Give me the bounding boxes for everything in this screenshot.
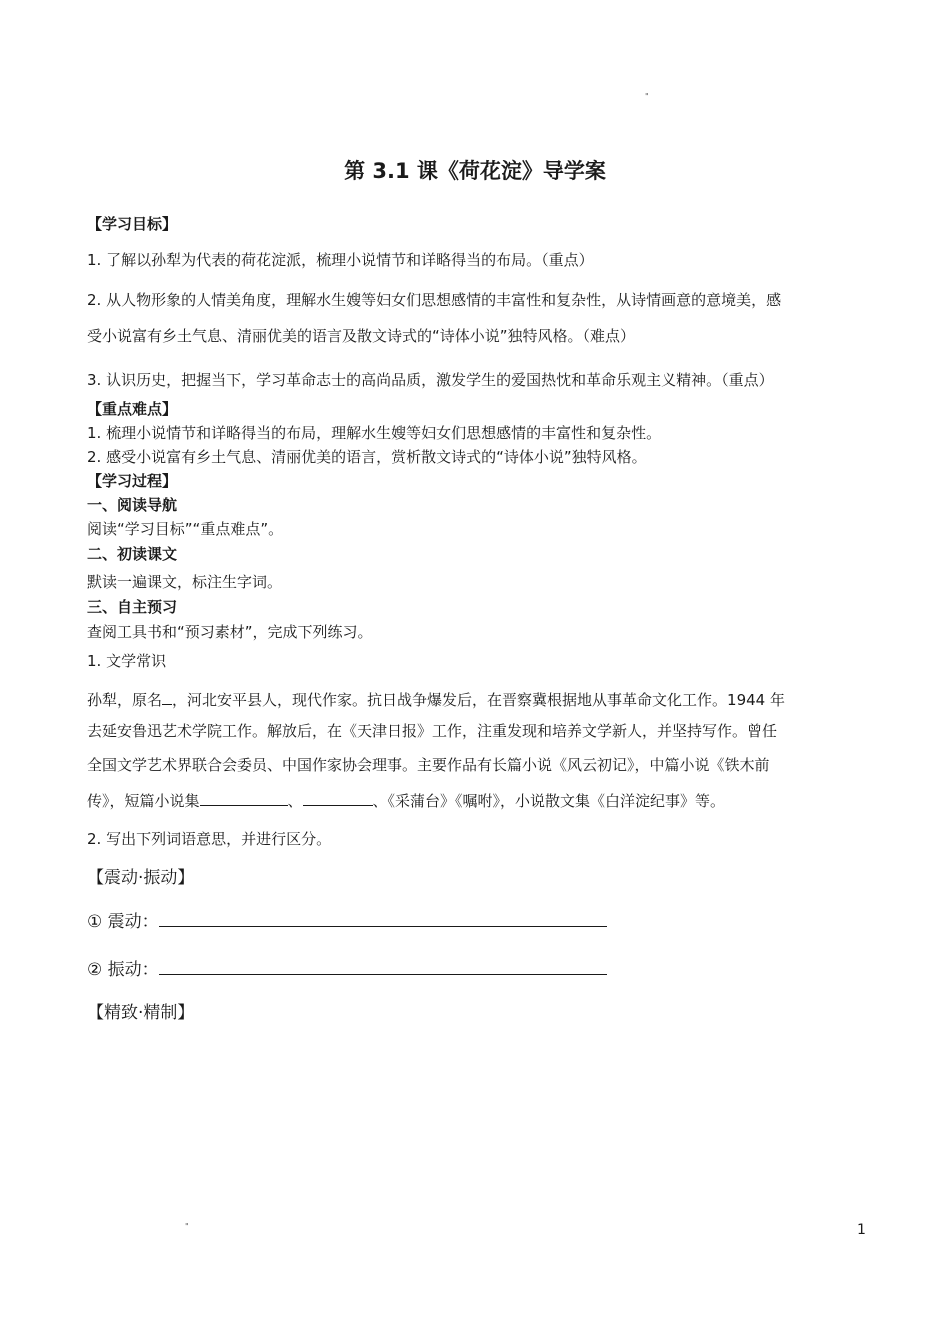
section-2-text: 默读一遍课文，标注生字词。 (87, 573, 283, 591)
objective-item-3: 3. 认识历史，把握当下，学习革命志士的高尚品质，激发学生的爱国热忱和革命乐观主义精神。（重点） (87, 371, 774, 389)
bio-line-4-separator: 、 (287, 792, 303, 810)
question-2-label: 2. 写出下列词语意思，并进行区分。 (87, 830, 332, 848)
bio-line-4-start: 传》，短篇小说集 (87, 792, 200, 810)
word-pair-1-item-a (87, 907, 607, 932)
bio-line-4-rest: 、《采蒲台》《嘱咐》，小说散文集《白洋淀纪事》等。 (372, 792, 726, 810)
header-mark: " (645, 92, 649, 101)
section-1-heading: 一、阅读导航 (87, 496, 178, 514)
key-point-item-1: 1. 梳理小说情节和详略得当的布局，理解水生嫂等妇女们思想感情的丰富性和复杂性。 (87, 424, 662, 442)
bio-line-1 (87, 688, 785, 710)
original-name-blank[interactable] (162, 688, 172, 705)
objective-item-2-line-2: 受小说富有乡土气息、清丽优美的语言及散文诗式的“诗体小说”独特风格。（难点） (87, 327, 636, 345)
key-point-item-2: 2. 感受小说富有乡土气息、清丽优美的语言，赏析散文诗式的“诗体小说”独特风格。 (87, 448, 647, 466)
word-pair-1-item-b (87, 955, 607, 980)
process-heading: 【学习过程】 (87, 472, 178, 490)
collection-blank-2[interactable] (303, 789, 373, 806)
word-pair-1-item-b-label: ② 振动： (87, 960, 159, 980)
page-number: 1 (857, 1222, 866, 1238)
key-points-heading: 【重点难点】 (87, 400, 178, 418)
bio-line-1-rest: ，河北安平县人，现代作家。抗日战争爆发后，在晋察冀根据地从事革命文化工作。1944 年 (172, 691, 785, 709)
bio-line-4 (87, 789, 725, 811)
bio-line-1-start: 孙犁，原名 (87, 691, 163, 709)
objective-item-2-line-1: 2. 从人物形象的人情美角度，理解水生嫂等妇女们思想感情的丰富性和复杂性，从诗情画意的意境美，感 (87, 291, 782, 309)
page-title: 第 3.1 课《荷花淀》导学案 (344, 159, 606, 183)
objective-item-1: 1. 了解以孙犁为代表的荷花淀派，梳理小说情节和详略得当的布局。（重点） (87, 251, 594, 269)
word-pair-1-item-b-blank[interactable] (159, 957, 607, 975)
section-3-text: 查阅工具书和“预习素材”，完成下列练习。 (87, 623, 373, 641)
objectives-heading: 【学习目标】 (87, 215, 178, 233)
bio-line-2: 去延安鲁迅艺术学院工作。解放后，在《天津日报》工作，注重发现和培养文学新人，并坚持写作。曾任 (87, 722, 778, 740)
word-pair-1-item-a-blank[interactable] (159, 909, 607, 927)
bio-line-3: 全国文学艺术界联合会委员、中国作家协会理事。主要作品有长篇小说《风云初记》，中篇小说《铁木前 (87, 756, 770, 774)
word-pair-1-item-a-label: ① 震动： (87, 912, 159, 932)
section-3-heading: 三、自主预习 (87, 598, 178, 616)
question-1-label: 1. 文学常识 (87, 652, 167, 670)
word-pair-1-heading: 【震动·振动】 (87, 868, 195, 888)
section-2-heading: 二、初读课文 (87, 545, 178, 563)
footer-mark: " (185, 1222, 189, 1231)
word-pair-2-heading: 【精致·精制】 (87, 1003, 195, 1023)
collection-blank-1[interactable] (200, 789, 288, 806)
section-1-text: 阅读“学习目标”“重点难点”。 (87, 520, 284, 538)
